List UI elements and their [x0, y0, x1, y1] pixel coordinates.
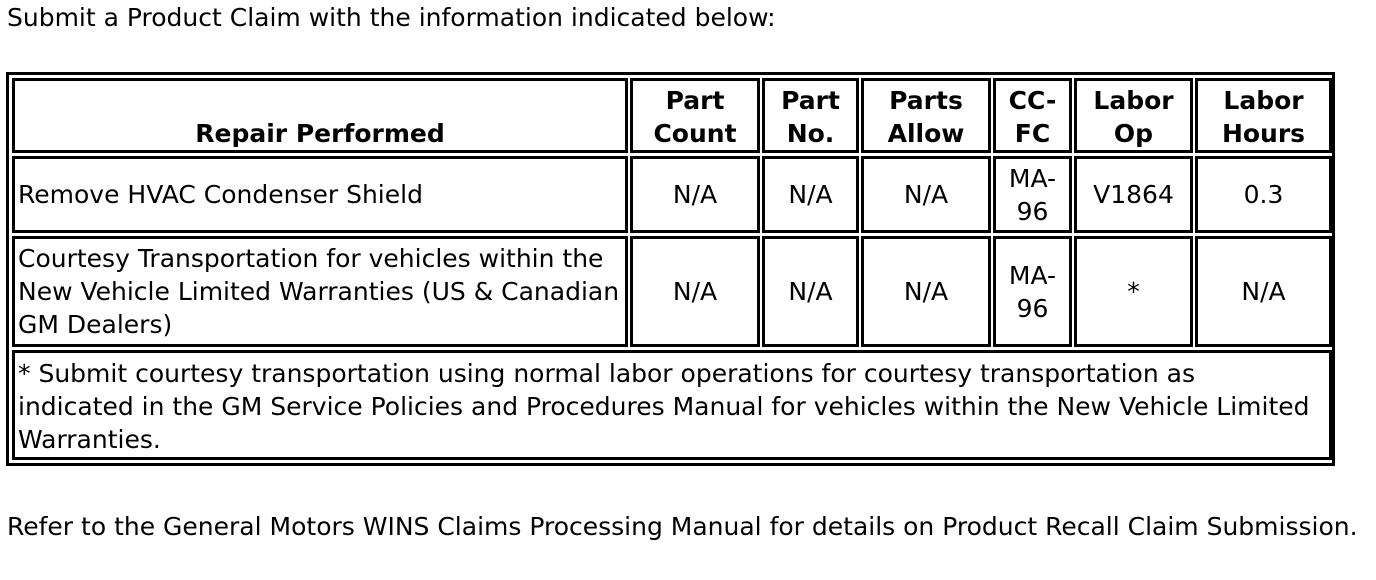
- row-1-part-count-value: N/A: [672, 180, 718, 209]
- intro-text: Submit a Product Claim with the information indicated below:: [7, 3, 776, 32]
- row-1-parts-allow-value: N/A: [903, 180, 949, 209]
- footnote-text: * Submit courtesy transportation using normal labor operations for courtesy transportation as indicated in the GM Service Policies and Procedures Manual for vehicles within the New Vehicle Limited Warranties.: [18, 359, 1310, 454]
- row-2-part-count-value: N/A: [672, 277, 718, 306]
- table-row-1-cc-fc: [993, 156, 1072, 233]
- header-part-count: [630, 78, 760, 153]
- row-2-part-no-value: N/A: [788, 277, 833, 306]
- header-repair-performed: [12, 78, 628, 153]
- header-labor-hours-label: Labor Hours: [1221, 86, 1306, 148]
- row-1-labor-op-value: V1864: [1093, 180, 1174, 209]
- table-row-2-labor-op: [1074, 236, 1193, 347]
- row-2-parts-allow-value: N/A: [903, 277, 949, 306]
- row-2-labor-hours-value: N/A: [1241, 277, 1286, 306]
- row-2-labor-op-value: *: [1127, 277, 1140, 306]
- header-parts-allow: [861, 78, 991, 153]
- row-2-cc-fc-value: MA-96: [1008, 260, 1057, 323]
- header-part-count-label: Part Count: [653, 86, 737, 148]
- table-row-1-repair: [12, 156, 628, 233]
- table-row-1-labor-hours: [1195, 156, 1332, 233]
- table-row-2-part-no: [762, 236, 859, 347]
- table-row-1-part-count: [630, 156, 760, 233]
- header-labor-op-label: Labor Op: [1093, 86, 1174, 148]
- row-1-part-no-value: N/A: [788, 180, 833, 209]
- table-row-2-parts-allow: [861, 236, 991, 347]
- header-part-no: [762, 78, 859, 153]
- header-repair-performed-label: Repair Performed: [195, 119, 445, 148]
- table-row-2-cc-fc: [993, 236, 1072, 347]
- header-part-no-label: Part No.: [781, 86, 840, 148]
- row-1-repair-text: Remove HVAC Condenser Shield: [18, 180, 423, 209]
- header-cc-fc: [993, 78, 1072, 153]
- table-row-1-part-no: [762, 156, 859, 233]
- table-row-1-labor-op: [1074, 156, 1193, 233]
- table-row-1-parts-allow: [861, 156, 991, 233]
- header-labor-hours: [1195, 78, 1332, 153]
- claim-table: [6, 72, 1335, 466]
- row-1-labor-hours-value: 0.3: [1243, 180, 1284, 209]
- table-row-2-labor-hours: [1195, 236, 1332, 347]
- row-1-cc-fc-value: MA-96: [1008, 163, 1057, 226]
- table-row-2-repair: [12, 236, 628, 347]
- table-row-2-part-count: [630, 236, 760, 347]
- header-parts-allow-label: Parts Allow: [887, 86, 965, 148]
- table-footnote: [12, 350, 1332, 460]
- row-2-repair-text: Courtesy Transportation for vehicles within the New Vehicle Limited Warranties (US & Canadian GM Dealers): [18, 244, 620, 339]
- footer-text: Refer to the General Motors WINS Claims Processing Manual for details on Product Recall Claim Submission.: [7, 512, 1358, 541]
- header-labor-op: [1074, 78, 1193, 153]
- header-cc-fc-label: CC-FC: [1008, 86, 1057, 148]
